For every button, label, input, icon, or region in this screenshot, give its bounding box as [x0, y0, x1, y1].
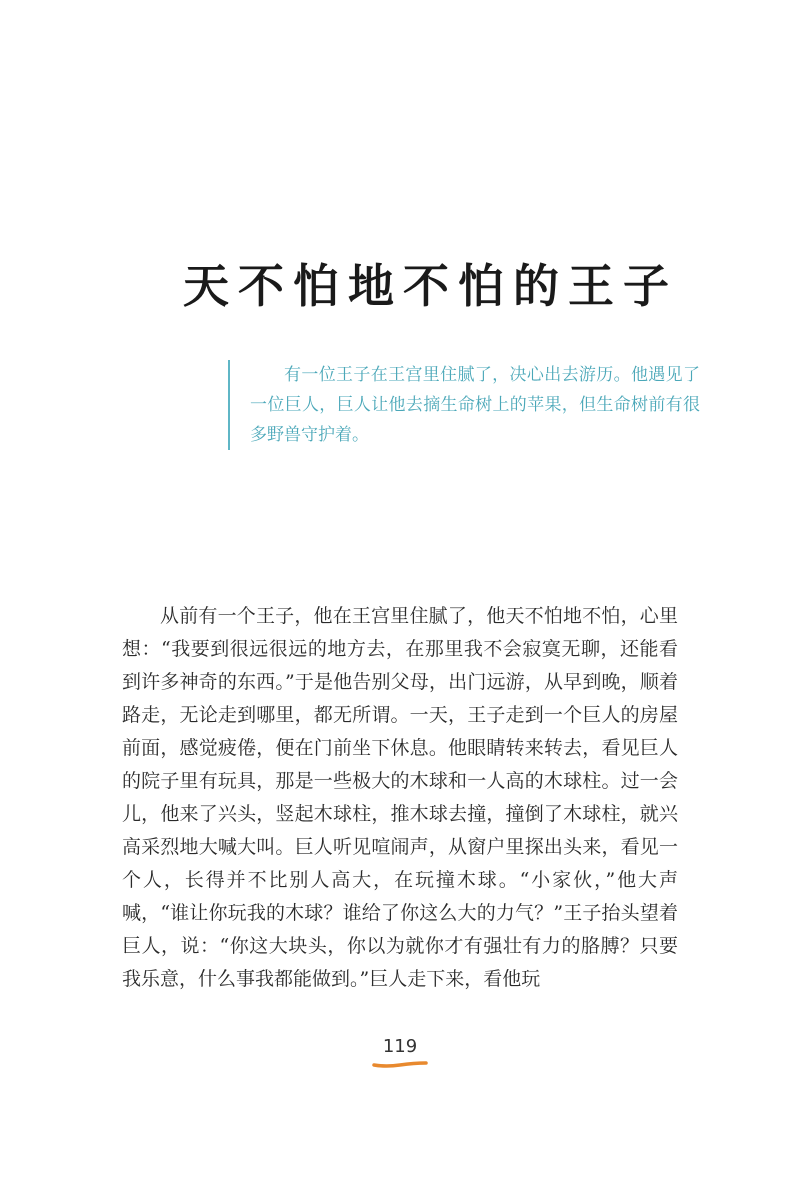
page-footer [360, 1036, 440, 1068]
story-body [122, 600, 678, 996]
intro-summary [228, 360, 700, 450]
intro-text: 有一位王子在王宫里住腻了，决心出去游历。他遇见了一位巨人，巨人让他去摘生命树上的苹果，但生命树前有很多野兽守护着。 [250, 365, 700, 445]
page-title: 天不怕地不怕的王子 [183, 259, 678, 313]
page-underline-decoration [372, 1060, 428, 1068]
body-paragraph: 从前有一个王子，他在王宫里住腻了，他天不怕地不怕，心里想：“我要到很远很远的地方去，在那里我不会寂寞无聊，还能看到许多神奇的东西。”于是他告别父母，出门远游，从早到晚，顺着路走，无论走到哪里，都无所谓。一天，王子走到一个巨人的房屋前面，感觉疲倦，便在门前坐下休息。他眼睛转来转去，看见巨人的院子里有玩具，那是一些极大的木球和一人高的木球柱。过一会儿，他来了兴头，竖起木球柱，推木球去撞，撞倒了木球柱，就兴高采烈地大喊大叫。巨人听见喧闹声，从窗户里探出头来，看见一个人，长得并不比别人高大，在玩撞木球。“小家伙，”他大声喊，“谁让你玩我的木球？谁给了你这么大的力气？”王子抬头望着巨人，说：“你这大块头，你以为就你才有强壮有力的胳膊？只要我乐意，什么事我都能做到。”巨人走下来，看他玩 [122, 605, 678, 990]
page-number: 119 [382, 1036, 418, 1057]
